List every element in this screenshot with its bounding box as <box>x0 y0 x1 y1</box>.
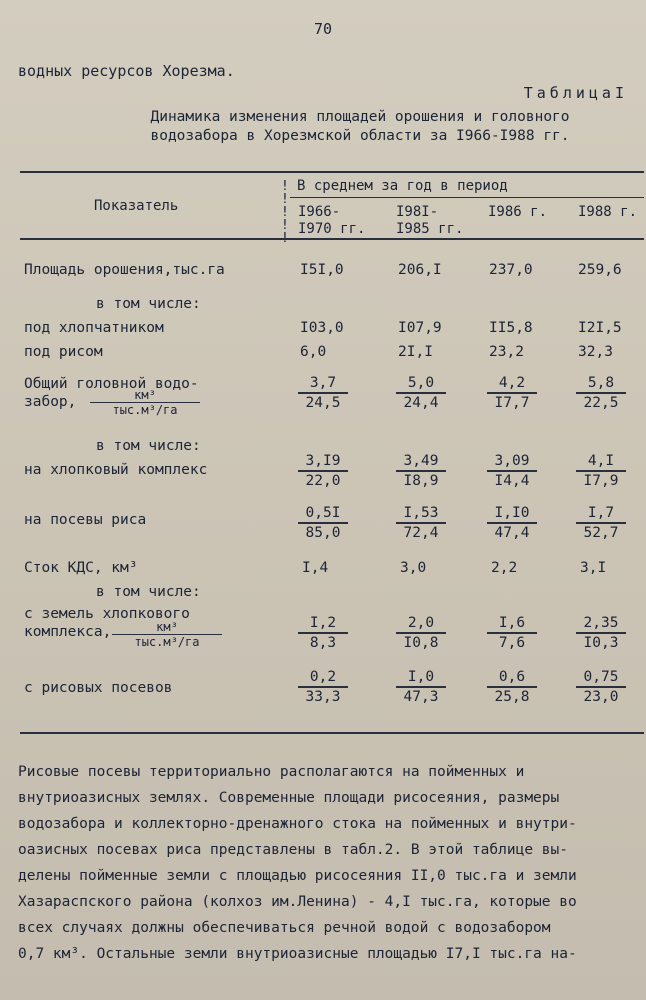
table-cell-fraction: $\frac{4,2}{I7,7}$ <box>487 374 537 412</box>
table-cell-fraction: $\frac{3,49}{I8,9}$ <box>396 452 446 490</box>
paragraph-line: 0,7 км³. Остальные земли внутриоазисные площадью I7,I тыс.га на- <box>18 946 577 962</box>
table-cell: I07,9 <box>398 320 442 336</box>
row-label-rice-lands: с рисовых посевов <box>24 680 173 696</box>
table-cell: 237,0 <box>489 262 533 278</box>
table-cell: I5I,0 <box>300 262 344 278</box>
unit-fraction: км³ тыс.м³/га <box>90 388 200 418</box>
table-cell-fraction: $\frac{0,75}{23,0}$ <box>576 668 626 706</box>
paragraph-line: Хазараспского района (колхоз им.Ленина) - 4,I тыс.га, которые во <box>18 894 577 910</box>
row-label-cotton: под хлопчатником <box>24 320 164 336</box>
header-group-rule <box>290 197 644 198</box>
paragraph-line: водозабора и коллекторно-дренажного стока на пойменных и внутри- <box>18 816 577 832</box>
table-bottom-rule <box>20 732 644 734</box>
table-cell-fraction: $\frac{4,I}{I7,9}$ <box>576 452 626 490</box>
table-cell: 6,0 <box>300 344 327 360</box>
caption-line-2: водозабора в Хорезмской области за I966-I988 гг. <box>150 128 570 144</box>
paragraph-line: всех случаях должны обеспечиваться речной водой с водозабором <box>18 920 551 936</box>
table-cell: 3,0 <box>400 560 427 576</box>
row-label-rice: под рисом <box>24 344 103 360</box>
table-cell-fraction: $\frac{5,8}{22,5}$ <box>576 374 626 412</box>
row-label-drainage-runoff: Сток КДС, км³ <box>24 560 138 576</box>
row-label-including: в том числе: <box>96 438 201 454</box>
page-number: 70 <box>313 20 333 38</box>
row-label-irrigated-area: Площадь орошения,тыс.га <box>24 262 225 278</box>
table-cell-fraction: $\frac{3,I9}{22,0}$ <box>298 452 348 490</box>
caption-line-1: Динамика изменения площадей орошения и головного <box>150 109 570 125</box>
table-cell: 2,2 <box>491 560 518 576</box>
table-cell-fraction: $\frac{0,6}{25,8}$ <box>487 668 537 706</box>
table-cell: 3,I <box>580 560 607 576</box>
unit-fraction: км³ тыс.м³/га <box>112 620 222 650</box>
table-cell: 2I,I <box>398 344 433 360</box>
column-header-1981-1985: I98I- I985 гг. <box>396 204 464 237</box>
paragraph-line: делены пойменные земли с площадью рисосеяния II,0 тыс.га и земли <box>18 868 577 884</box>
header-bottom-rule <box>20 238 644 240</box>
row-label-including: в том числе: <box>96 296 201 312</box>
column-header-1986: I986 г. <box>488 204 548 220</box>
table-cell-fraction: $\frac{5,0}{24,4}$ <box>396 374 446 412</box>
paragraph-line: Рисовые посевы территориально располагаются на пойменных и <box>18 764 525 780</box>
column-header-1988: I988 г. <box>578 204 638 220</box>
column-header-1966-1970: I966- I970 гг. <box>298 204 366 237</box>
table-cell: I03,0 <box>300 320 344 336</box>
table-cell-fraction: $\frac{I,I0}{47,4}$ <box>487 504 537 542</box>
table-caption <box>110 108 610 146</box>
table-label: ТаблицаI <box>523 84 628 102</box>
row-label-cotton-complex: на хлопковый комплекс <box>24 462 208 478</box>
table-cell-fraction: $\frac{I,53}{72,4}$ <box>396 504 446 542</box>
header-period-group: В среднем за год в период <box>297 178 508 194</box>
table-cell-fraction: $\frac{0,5I}{85,0}$ <box>298 504 348 542</box>
table-cell: 23,2 <box>489 344 524 360</box>
table-cell-fraction: $\frac{2,0}{I0,8}$ <box>396 614 446 652</box>
table-cell-fraction: $\frac{2,35}{I0,3}$ <box>576 614 626 652</box>
table-cell-fraction: $\frac{0,2}{33,3}$ <box>298 668 348 706</box>
row-label-cotton-lands: с земель хлопкового <box>24 606 190 622</box>
table-cell-fraction: $\frac{3,09}{I4,4}$ <box>487 452 537 490</box>
table-cell: 259,6 <box>578 262 622 278</box>
row-label-rice-crops: на посевы риса <box>24 512 147 528</box>
table-top-rule <box>20 171 644 173</box>
row-label-including: в том числе: <box>96 584 201 600</box>
table-cell: I,4 <box>302 560 329 576</box>
table-cell: 206,I <box>398 262 442 278</box>
table-cell-fraction: $\frac{I,6}{7,6}$ <box>487 614 537 652</box>
table-cell-fraction: $\frac{I,2}{8,3}$ <box>298 614 348 652</box>
continuation-line: водных ресурсов Хорезма. <box>18 62 235 80</box>
row-label-cotton-lands-cont: комплекса, <box>24 624 112 640</box>
table-cell-fraction: $\frac{I,7}{52,7}$ <box>576 504 626 542</box>
table-cell-fraction: $\frac{3,7}{24,5}$ <box>298 374 348 412</box>
paragraph-line: внутриоазисных землях. Современные площади рисосеяния, размеры <box>18 790 560 806</box>
header-indicator: Показатель <box>94 198 179 214</box>
table-cell-fraction: $\frac{I,0}{47,3}$ <box>396 668 446 706</box>
table-cell: I2I,5 <box>578 320 622 336</box>
paragraph-line: оазисных посевах риса представлены в табл.2. В этой таблице вы- <box>18 842 568 858</box>
table-cell: II5,8 <box>489 320 533 336</box>
row-label-head-intake: Общий головной водо- <box>24 376 199 392</box>
column-separator: ! ! ! ! ! <box>281 179 289 246</box>
table-cell: 32,3 <box>578 344 613 360</box>
row-label-head-intake-cont: забор, <box>24 394 77 410</box>
